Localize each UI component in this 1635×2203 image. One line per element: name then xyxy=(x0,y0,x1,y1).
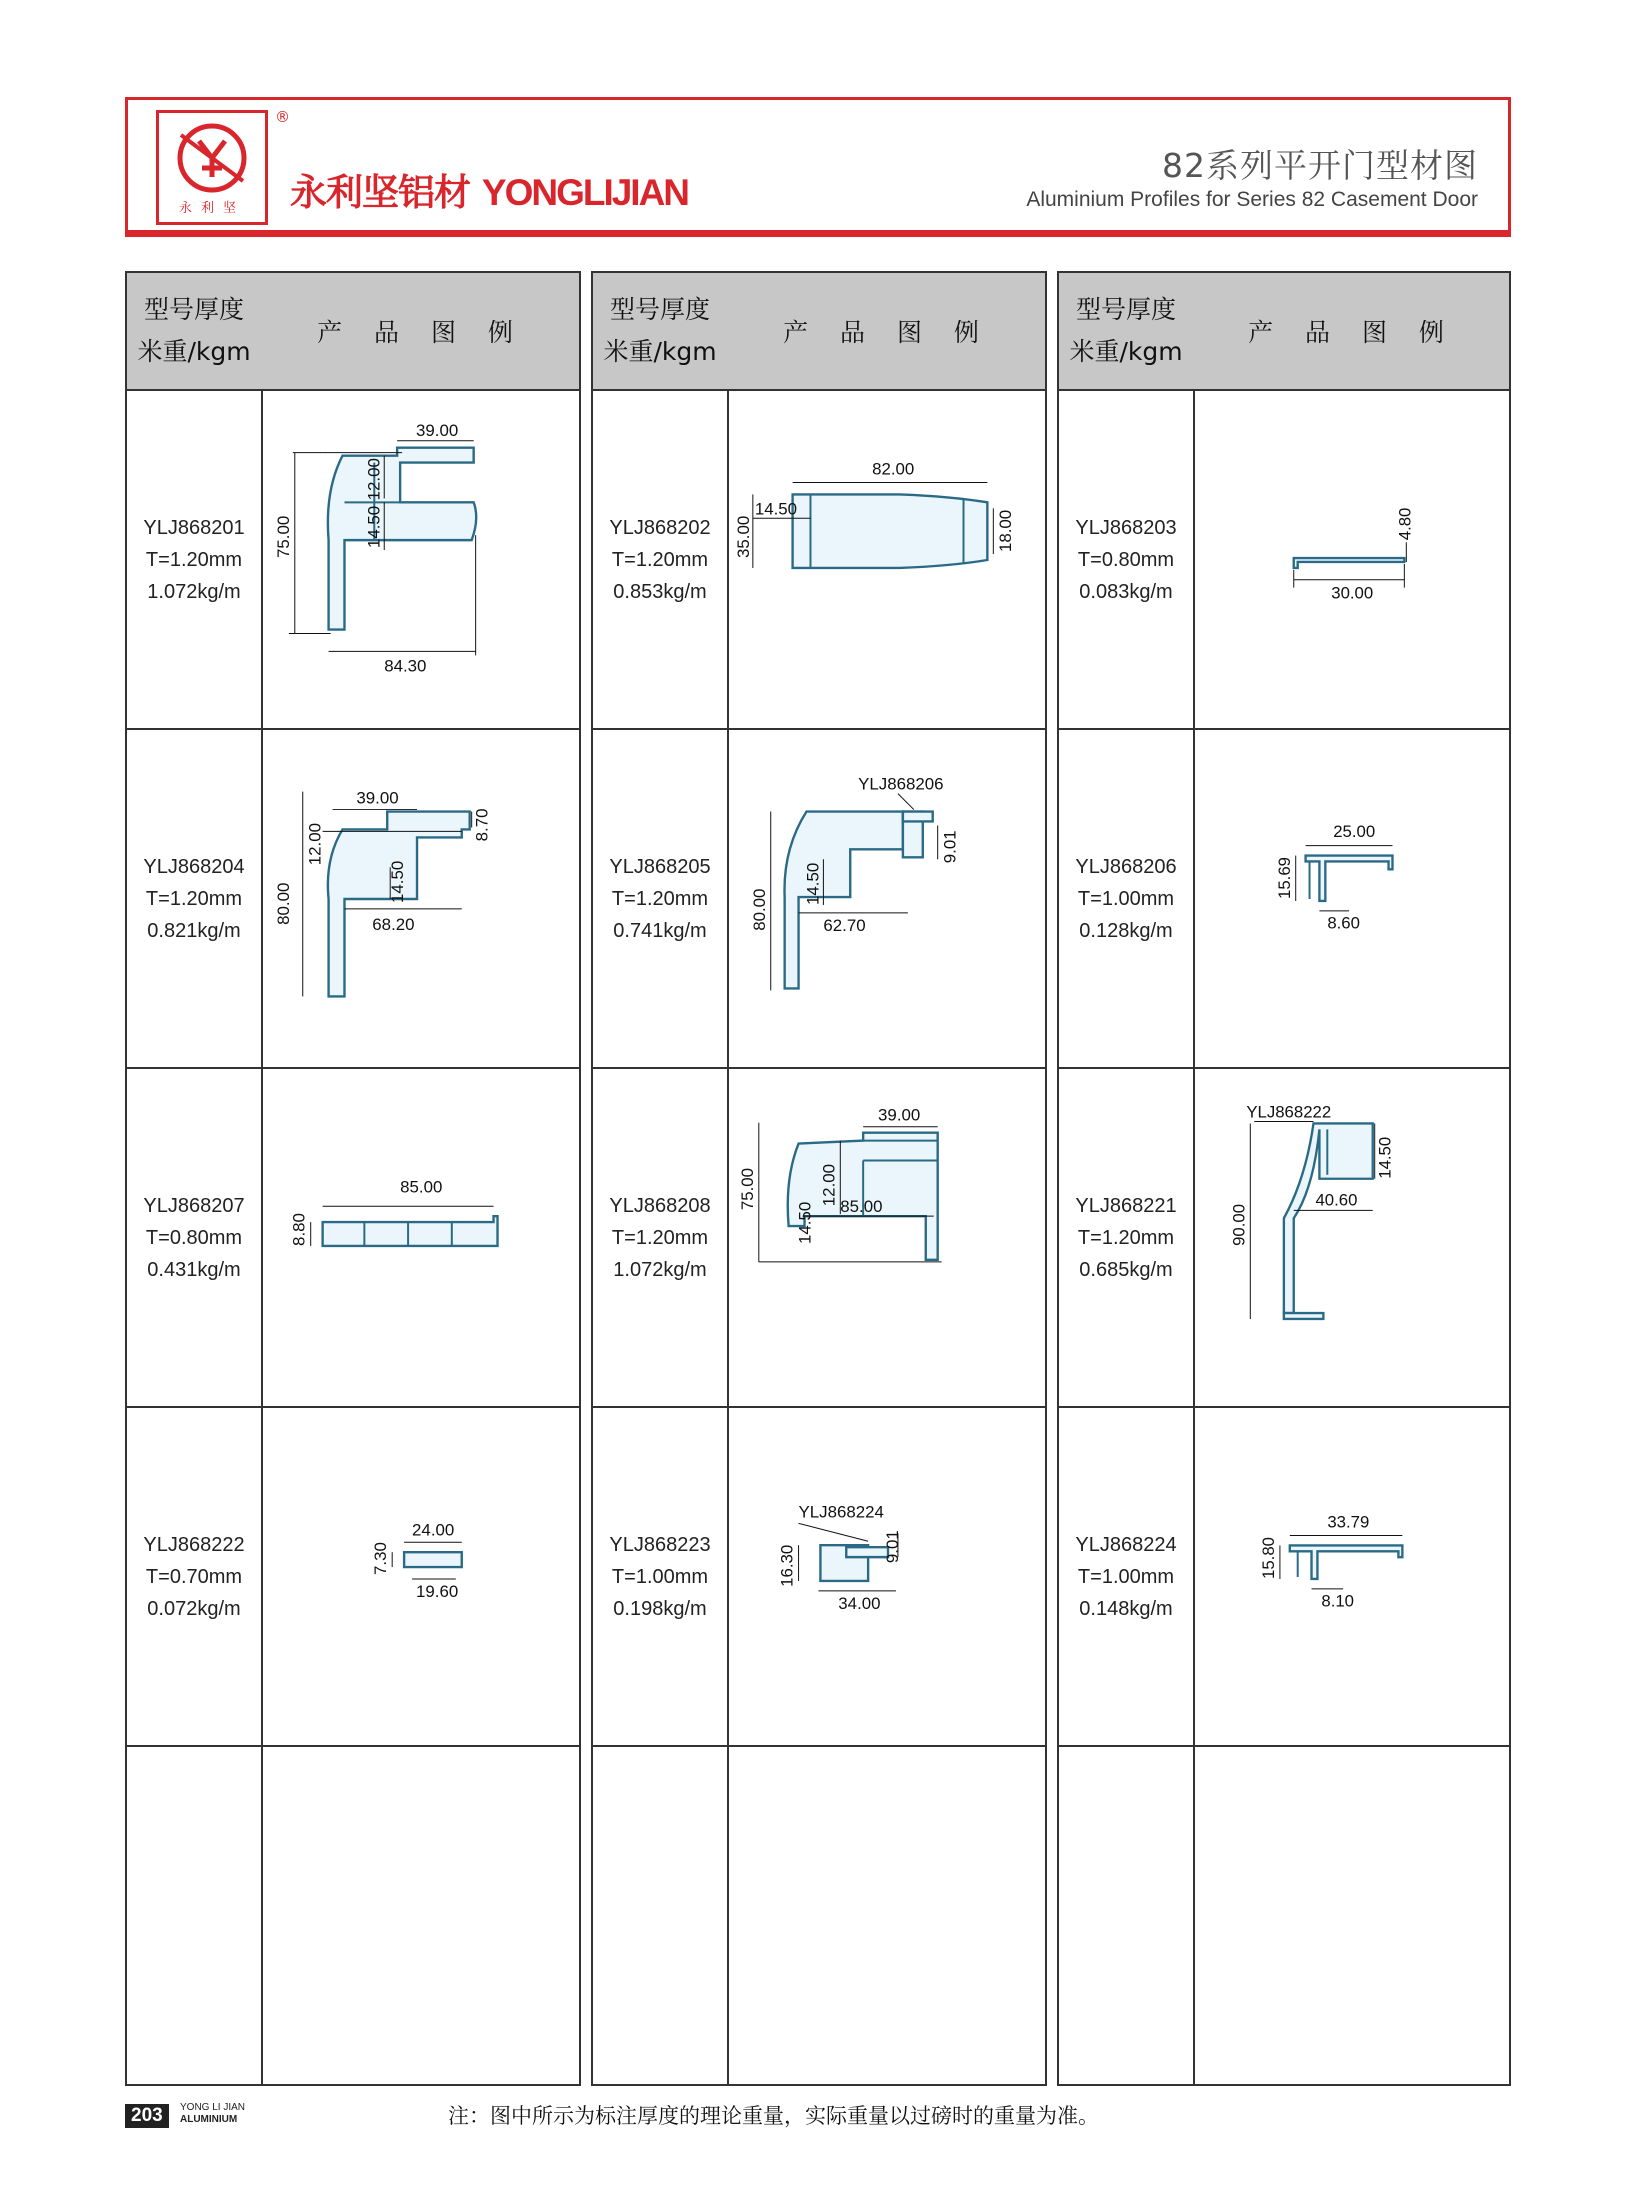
spec-cell xyxy=(127,1069,261,1406)
svg-text:8.10: 8.10 xyxy=(1321,1591,1355,1611)
profile-shape xyxy=(1290,1545,1403,1579)
profile-shape xyxy=(1284,1313,1323,1319)
model-number: YLJ868222 xyxy=(143,1533,245,1556)
svg-text:35.00: 35.00 xyxy=(733,515,753,559)
wall-thickness: T=0.70mm xyxy=(145,1565,243,1588)
page-header xyxy=(125,97,1511,233)
spec-cell xyxy=(127,1408,261,1745)
unit-weight: 0.072kg/m xyxy=(147,1597,241,1620)
footer-brand-line2: ALUMINIUM xyxy=(180,2114,238,2125)
svg-text:14.50: 14.50 xyxy=(803,862,823,905)
svg-text:12.00: 12.00 xyxy=(819,1163,839,1207)
unit-weight: 0.148kg/m xyxy=(1079,1597,1173,1620)
svg-text:68.20: 68.20 xyxy=(372,914,415,934)
header-rule xyxy=(125,232,1511,237)
table-row xyxy=(593,730,1045,1069)
spec-cell xyxy=(1059,1408,1193,1745)
model-number: YLJ868203 xyxy=(1075,516,1177,539)
unit-weight: 0.821kg/m xyxy=(147,919,241,942)
spec-cell xyxy=(593,1069,727,1406)
svg-text:14.50: 14.50 xyxy=(1375,1136,1395,1179)
model-number: YLJ868207 xyxy=(143,1194,245,1217)
svg-text:39.00: 39.00 xyxy=(878,1105,921,1125)
model-number: YLJ868204 xyxy=(143,855,245,878)
profile-drawing xyxy=(729,730,1045,1067)
model-number: YLJ868223 xyxy=(609,1533,711,1556)
spec-cell xyxy=(127,391,261,728)
svg-text:7.30: 7.30 xyxy=(371,1542,391,1576)
wall-thickness: T=1.20mm xyxy=(145,887,243,910)
profile-drawing xyxy=(729,391,1045,728)
model-number: YLJ868201 xyxy=(143,516,245,539)
svg-text:25.00: 25.00 xyxy=(1333,821,1376,841)
svg-text:15.80: 15.80 xyxy=(1258,1536,1278,1579)
profile-shape xyxy=(328,812,470,997)
svg-text:15.69: 15.69 xyxy=(1274,857,1294,899)
svg-text:33.79: 33.79 xyxy=(1327,1512,1370,1532)
brand-name-cn: 永利坚铝材 xyxy=(290,171,470,214)
svg-text:80.00: 80.00 xyxy=(749,888,769,931)
svg-text:12.00: 12.00 xyxy=(364,458,384,501)
svg-text:YLJ868224: YLJ868224 xyxy=(798,1502,884,1522)
profile-drawing xyxy=(1195,730,1509,1067)
wall-thickness: T=1.20mm xyxy=(611,1226,709,1249)
table-row xyxy=(127,391,579,730)
model-number: YLJ868208 xyxy=(609,1194,711,1217)
svg-text:18.00: 18.00 xyxy=(996,509,1016,553)
unit-weight: 0.431kg/m xyxy=(147,1258,241,1281)
svg-text:84.30: 84.30 xyxy=(384,656,427,676)
spec-header: 型号厚度 米重/kgm xyxy=(1069,295,1183,366)
page-title: 82系列平开门型材图 xyxy=(1162,146,1478,185)
table-header xyxy=(127,273,579,391)
logo-caption: 永利坚 xyxy=(178,201,245,216)
unit-weight: 0.685kg/m xyxy=(1079,1258,1173,1281)
weight-note: 注：图中所示为标注厚度的理论重量，实际重量以过磅时的重量为准。 xyxy=(448,2104,1099,2128)
registered-mark: ® xyxy=(275,108,290,126)
wall-thickness: T=1.20mm xyxy=(611,548,709,571)
spec-cell xyxy=(1059,730,1193,1067)
table-header xyxy=(593,273,1045,391)
unit-weight: 0.198kg/m xyxy=(613,1597,707,1620)
svg-text:4.80: 4.80 xyxy=(1395,507,1415,541)
spec-cell xyxy=(1059,1747,1193,2086)
table-row xyxy=(1059,730,1509,1069)
spec-cell xyxy=(1059,391,1193,728)
spec-cell xyxy=(1059,1069,1193,1406)
profile-shape xyxy=(328,448,476,630)
svg-text:39.00: 39.00 xyxy=(356,788,399,808)
footer-brand-line1: YONG LI JIAN xyxy=(180,2102,246,2113)
table-row xyxy=(1059,1069,1509,1408)
svg-text:85.00: 85.00 xyxy=(840,1197,883,1217)
svg-text:14.50: 14.50 xyxy=(795,1201,815,1244)
table-row xyxy=(1059,391,1509,730)
table-row xyxy=(593,1069,1045,1408)
profile-shape xyxy=(846,1547,888,1557)
table-row xyxy=(127,730,579,1069)
model-number: YLJ868206 xyxy=(1075,855,1177,878)
page-subtitle: Aluminium Profiles for Series 82 Casement Door xyxy=(1026,188,1478,211)
spec-cell xyxy=(127,730,261,1067)
spec-cell xyxy=(127,1747,261,2086)
profile-table-1 xyxy=(125,271,581,2086)
svg-text:82.00: 82.00 xyxy=(872,459,915,479)
svg-text:14.50: 14.50 xyxy=(388,860,408,903)
wall-thickness: T=0.80mm xyxy=(145,1226,243,1249)
spec-cell xyxy=(593,1408,727,1745)
profile-shape xyxy=(784,812,902,989)
wall-thickness: T=1.20mm xyxy=(145,548,243,571)
profile-drawing xyxy=(729,1408,1045,1745)
brand-logo xyxy=(156,110,268,225)
svg-text:24.00: 24.00 xyxy=(412,1520,455,1540)
svg-text:19.60: 19.60 xyxy=(416,1581,459,1601)
wall-thickness: T=1.20mm xyxy=(1077,1226,1175,1249)
svg-text:8.60: 8.60 xyxy=(1327,913,1360,933)
profile-drawing xyxy=(263,1408,579,1745)
svg-text:75.00: 75.00 xyxy=(273,515,293,559)
profile-shape xyxy=(1294,558,1405,568)
table-row xyxy=(593,1747,1045,2086)
unit-weight: 1.072kg/m xyxy=(147,580,241,603)
svg-text:85.00: 85.00 xyxy=(400,1177,443,1197)
profile-shape xyxy=(323,1216,498,1246)
drawing-header: 产 品 图 例 xyxy=(783,318,991,347)
spec-header: 型号厚度 米重/kgm xyxy=(137,295,251,366)
table-row xyxy=(127,1408,579,1747)
brand-name-en: YONGLIJIAN xyxy=(481,172,689,213)
spec-cell xyxy=(593,730,727,1067)
svg-text:8.80: 8.80 xyxy=(289,1213,309,1246)
unit-weight: 0.128kg/m xyxy=(1079,919,1173,942)
profile-shape xyxy=(1306,856,1393,901)
drawing-header: 产 品 图 例 xyxy=(1248,318,1456,347)
spec-cell xyxy=(593,391,727,728)
spec-cell xyxy=(593,1747,727,2086)
svg-text:75.00: 75.00 xyxy=(737,1167,757,1211)
svg-text:YLJ868206: YLJ868206 xyxy=(858,774,944,794)
table-row xyxy=(593,1408,1045,1747)
svg-text:14.50: 14.50 xyxy=(364,505,384,549)
table-row xyxy=(1059,1408,1509,1747)
svg-text:40.60: 40.60 xyxy=(1315,1190,1358,1210)
svg-text:80.00: 80.00 xyxy=(273,882,293,925)
profile-shape xyxy=(404,1552,462,1567)
unit-weight: 0.853kg/m xyxy=(613,580,707,603)
profile-drawing xyxy=(263,1069,579,1406)
table-row xyxy=(127,1747,579,2086)
table-row xyxy=(127,1069,579,1408)
svg-text:YLJ868222: YLJ868222 xyxy=(1246,1102,1332,1122)
profile-drawing xyxy=(263,730,579,1067)
profile-shape xyxy=(903,812,933,822)
brand-name xyxy=(290,162,688,216)
spec-header: 型号厚度 米重/kgm xyxy=(603,295,717,366)
profile-shape xyxy=(793,494,988,568)
page-number: 203 xyxy=(125,2104,169,2128)
model-number: YLJ868224 xyxy=(1075,1533,1177,1556)
unit-weight: 0.741kg/m xyxy=(613,919,707,942)
table-row xyxy=(593,391,1045,730)
wall-thickness: T=1.00mm xyxy=(1077,1565,1175,1588)
profile-drawing xyxy=(1195,391,1509,728)
svg-text:62.70: 62.70 xyxy=(823,915,866,935)
model-number: YLJ868202 xyxy=(609,516,711,539)
svg-text:16.30: 16.30 xyxy=(777,1544,797,1587)
profile-drawing xyxy=(1195,1408,1509,1745)
model-number: YLJ868221 xyxy=(1075,1194,1177,1217)
wall-thickness: T=1.20mm xyxy=(611,887,709,910)
table-header xyxy=(1059,273,1509,391)
wall-thickness: T=1.00mm xyxy=(611,1565,709,1588)
svg-text:12.00: 12.00 xyxy=(305,822,325,866)
unit-weight: 1.072kg/m xyxy=(613,1258,707,1281)
svg-text:39.00: 39.00 xyxy=(416,420,459,440)
drawing-header: 产 品 图 例 xyxy=(317,318,525,347)
svg-text:9.01: 9.01 xyxy=(882,1530,902,1564)
profile-drawing xyxy=(263,391,579,728)
wall-thickness: T=1.00mm xyxy=(1077,887,1175,910)
svg-text:8.70: 8.70 xyxy=(472,808,492,842)
table-row xyxy=(1059,1747,1509,2086)
wall-thickness: T=0.80mm xyxy=(1077,548,1175,571)
svg-text:34.00: 34.00 xyxy=(838,1593,881,1613)
unit-weight: 0.083kg/m xyxy=(1079,580,1173,603)
model-number: YLJ868205 xyxy=(609,855,711,878)
svg-text:30.00: 30.00 xyxy=(1331,583,1374,603)
profile-drawing xyxy=(729,1069,1045,1406)
svg-text:90.00: 90.00 xyxy=(1229,1203,1249,1246)
svg-text:9.01: 9.01 xyxy=(940,830,960,864)
profile-drawing xyxy=(1195,1069,1509,1406)
profile-table-3 xyxy=(1057,271,1511,2086)
profile-table-2 xyxy=(591,271,1047,2086)
svg-text:14.50: 14.50 xyxy=(754,499,798,519)
